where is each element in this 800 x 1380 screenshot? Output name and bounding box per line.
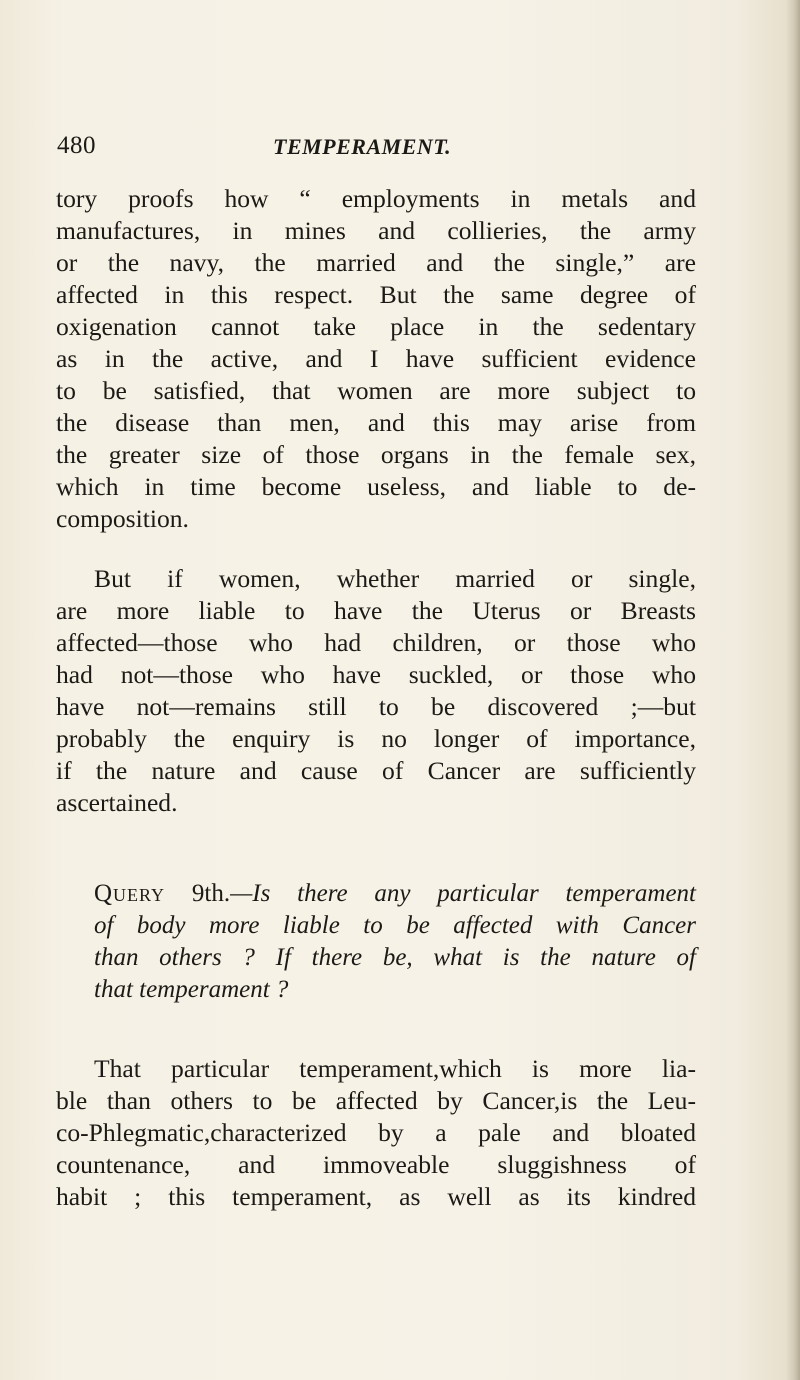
query-block: [56, 878, 696, 1006]
paragraph-2: [56, 563, 696, 819]
paragraph-1: [56, 183, 696, 535]
text-line: habit ; this temperament, as well as its kindred: [56, 1182, 696, 1211]
query-label: Query: [94, 880, 166, 907]
text-line: probably the enquiry is no longer of importance,: [56, 724, 696, 753]
text-line: tory proofs how “ employments in metals and: [56, 184, 696, 213]
query-question-start: —Is there any particular temperament: [230, 880, 697, 907]
text-line: That particular temperament,which is more lia-: [94, 1054, 696, 1083]
query-line: than others ? If there be, what is the nature of: [94, 944, 696, 971]
text-line: ble than others to be affected by Cancer,is the Leu-: [56, 1086, 696, 1115]
text-line: to be satisfied, that women are more subject to: [56, 376, 696, 405]
query-line: that temperament ?: [94, 976, 289, 1003]
text-line: But if women, whether married or single,: [94, 564, 696, 593]
text-line: if the nature and cause of Cancer are sufficiently: [56, 756, 696, 785]
text-line: are more liable to have the Uterus or Breasts: [56, 596, 696, 625]
text-line: co-Phlegmatic,characterized by a pale and bloated: [56, 1118, 696, 1147]
page-edge-shadow: [786, 0, 800, 1380]
text-line: had not—those who have suckled, or those who: [56, 660, 696, 689]
text-line: affected—those who had children, or those who: [56, 628, 696, 657]
text-line: manufactures, in mines and collieries, the army: [56, 216, 696, 245]
text-line: which in time become useless, and liable to de-: [56, 472, 696, 501]
text-line: as in the active, and I have sufficient evidence: [56, 344, 696, 373]
text-line: the disease than men, and this may arise from: [56, 408, 696, 437]
running-title: TEMPERAMENT.: [273, 134, 452, 159]
query-first-line: [56, 878, 696, 910]
page-number: 480: [57, 132, 96, 159]
query-line: of body more liable to be affected with Cancer: [94, 912, 696, 939]
paragraph-3: [56, 1053, 696, 1213]
text-line: countenance, and immoveable sluggishness of: [56, 1150, 696, 1179]
text-line: composition.: [56, 504, 189, 533]
query-number: 9th.: [191, 880, 231, 907]
text-line: ascertained.: [56, 788, 178, 817]
text-line: affected in this respect. But the same degree of: [56, 280, 696, 309]
text-line: have not—remains still to be discovered ;—but: [56, 692, 696, 721]
text-line: or the navy, the married and the single,” are: [56, 248, 696, 277]
text-line: the greater size of those organs in the female sex,: [56, 440, 696, 469]
running-head: [57, 132, 697, 168]
text-line: oxigenation cannot take place in the sedentary: [56, 312, 696, 341]
